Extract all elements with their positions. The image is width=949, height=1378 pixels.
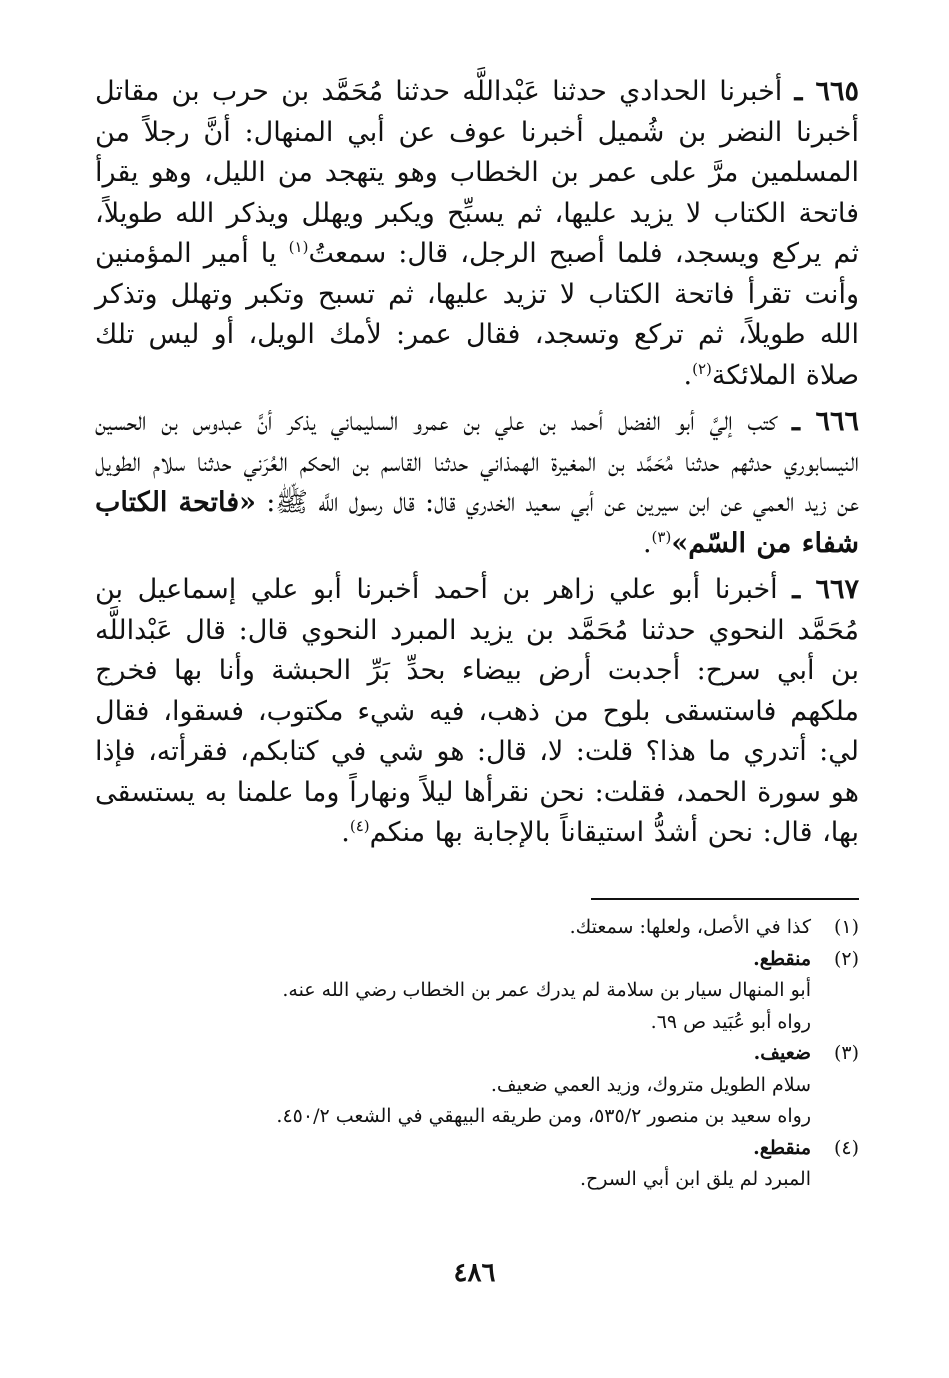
paragraph-text: .: [341, 817, 350, 848]
paragraph-666: [95, 402, 859, 564]
footnote-grade: منقطع.: [753, 1136, 811, 1159]
footnote-1: [95, 912, 859, 944]
paragraph-text: .: [683, 359, 693, 391]
hadith-number: ٦٦٦ ـ: [791, 406, 860, 437]
paragraph-text: يا أمير المؤمنين وأنت تقرأ فاتحة الكتاب لا تزيد عليها، ثم تسبح وتكبر وتهلل وتذكر الله طويلاً، ثم تركع وتسجد، فقال عمر: لأمك الويل، أو ليس تلك صلاة الملائكة: [95, 238, 859, 391]
footnote-3: [95, 1038, 859, 1070]
footnote-number: (١): [833, 916, 859, 938]
hadith-number: ٦٦٧ ـ: [792, 574, 859, 605]
footnote-grade: منقطع.: [753, 947, 811, 970]
footnote-line: المبرد لم يلق ابن أبي السرح.: [579, 1168, 811, 1190]
paragraph-667: [95, 570, 859, 854]
page-number: ٤٨٦: [453, 1258, 496, 1288]
footnote-marker: (٣): [651, 527, 672, 546]
paragraph-text: أخبرنا أبو علي زاهر بن أحمد أخبرنا أبو علي إسماعيل بن مُحَمَّد النحوي حدثنا مُحَمَّد بن يزيد المبرد النحوي قال: قال عَبْداللَّه بن أبي سرح: أجدبت أرض بيضاء بحدِّ بَرِّ الحبشة وأنا بها فخرج ملكهم فاستسقى بلوح من ذهب، فيه شيء مكتوب، فسقوا، فقال لي: أتدري ما هذا؟ قلت: لا، قال: هو شي في كتابكم، فقرأته، فإذا هو سورة الحمد، فقلت: نحن نقرأها ليلاً ونهاراً وما علمنا به يستسقى بها، قال: نحن أشدُّ استيقاناً بالإجابة بها منكم: [95, 574, 859, 848]
footnote-line: أبو المنهال سيار بن سلامة لم يدرك عمر بن الخطاب رضي الله عنه.: [282, 979, 811, 1001]
footnote-number: (٣): [833, 1042, 859, 1064]
hadith-number: ٦٦٥ ـ: [794, 76, 859, 107]
paragraph-text: كتب إليَّ أبو الفضل أحمد بن علي بن عمرو السليماني يذكر أنَّ عبدوس بن الحسين النيسابوري حدثهم حدثنا مُحَمَّد بن المغيرة الهمذاني حدثنا القاسم بن الحكم العُرَني حدثنا سلام الطويل عن زيد العمي عن ابن سيرين عن أبي سعيد الخدري قال: قال رسول اللَّه ﷺ:: [95, 406, 860, 518]
footnote-marker: (٢): [692, 359, 712, 378]
footnote-number: (٤): [833, 1136, 859, 1159]
footnote-text: كذا في الأصل، ولعلها: سمعتك.: [569, 916, 811, 938]
footnote-marker: (١): [288, 238, 309, 256]
footnote-2: [95, 944, 859, 976]
footnote-line: رواه أبو عُبَيد ص ٦٩.: [650, 1010, 811, 1033]
hadith-quote: «فاتحة الكتاب شفاء من السّم»: [95, 487, 859, 559]
main-text: [95, 72, 859, 860]
footnote-number: (٢): [833, 947, 859, 970]
footnotes: [95, 912, 859, 1196]
footnote-marker: (٤): [349, 817, 370, 835]
paragraph-665: [95, 72, 859, 396]
paragraph-text: .: [642, 527, 652, 559]
footnote-divider: [591, 898, 859, 900]
footnote-4: [95, 1133, 859, 1165]
paragraph-text: أخبرنا الحدادي حدثنا عَبْداللَّه حدثنا مُحَمَّد بن حرب بن مقاتل أخبرنا النضر بن شُميل أخبرنا عوف عن أبي المنهال: أنَّ رجلاً من المسلمين مرَّ على عمر بن الخطاب وهو يتهجد من الليل، وهو يقرأ فاتحة الكتاب لا يزيد عليها، ثم يسبِّح ويكبر ويهلل ويذكر الله طويلاً، ثم يركع ويسجد، فلما أصبح الرجل، قال: سمعتُ: [95, 76, 860, 269]
footnote-grade: ضعيف.: [753, 1042, 811, 1064]
footnote-line: رواه سعيد بن منصور ٥٣٥/٢، ومن طريقه البيهقي في الشعب ٤٥٠/٢.: [276, 1105, 811, 1127]
footnote-line: سلام الطويل متروك، وزيد العمي ضعيف.: [490, 1073, 811, 1096]
